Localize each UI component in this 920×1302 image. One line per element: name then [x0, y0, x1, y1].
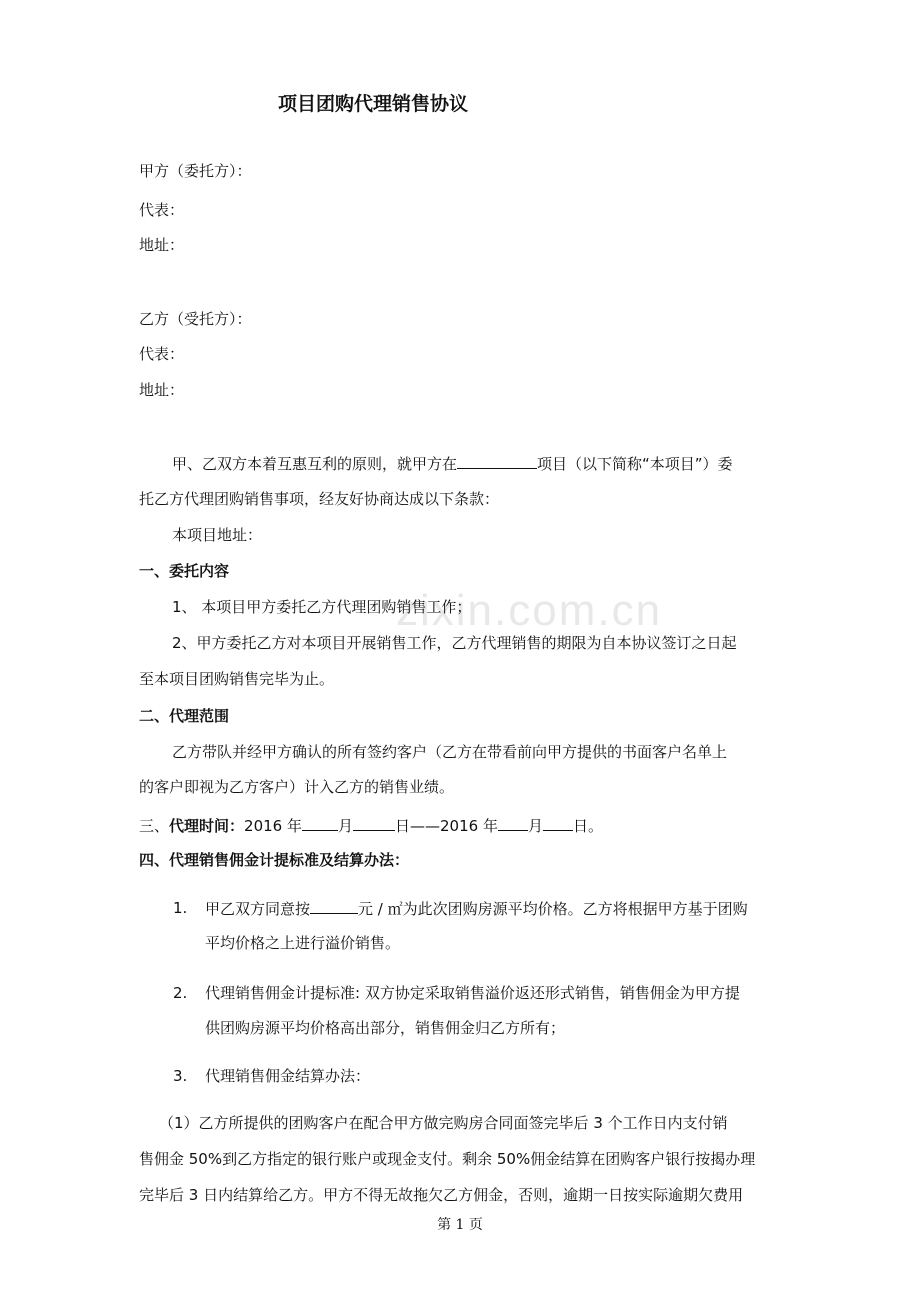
document-title: 项目团购代理销售协议 [278, 93, 469, 115]
year-1: 2016 年 [244, 817, 302, 835]
project-name-blank [457, 453, 537, 469]
paragraph-1-line-1: （1）乙方所提供的团购客户在配合甲方做完购房合同面签完毕后 3 个工作日内支付销 [159, 1114, 728, 1132]
paragraph-1-line-2: 售佣金 50%到乙方指定的银行账户或现金支付。剩余 50%佣金结算在团购客户银行按揭办理 [139, 1150, 756, 1168]
section-4-heading: 四、代理销售佣金计提标准及结算办法： [139, 851, 410, 869]
section-1-item-2-line-1: 2、甲方委托乙方对本项目开展销售工作，乙方代理销售的期限为自本协议签订之日起 [172, 634, 737, 652]
item-1-text-a: 甲乙双方同意按 [205, 900, 311, 918]
party-a-rep: 代表： [139, 201, 185, 219]
party-a-label: 甲方（委托方）： [139, 162, 252, 180]
section-4-item-2-line-1: 代理销售佣金计提标准: 双方协定采取销售溢价返还形式销售，销售佣金为甲方提 [205, 984, 740, 1002]
section-4-item-1-line-2: 平均价格之上进行溢价销售。 [205, 934, 401, 952]
price-blank [310, 898, 358, 914]
section-4-item-1-line-1 [205, 898, 748, 919]
day-1-blank [353, 815, 395, 831]
intro-line-1 [172, 453, 733, 474]
party-b-address: 地址： [139, 381, 185, 399]
section-3-line [139, 815, 603, 836]
section-1-heading: 一、委托内容 [139, 562, 230, 580]
project-address: 本项目地址： [172, 526, 263, 544]
section-4-item-3-num: 3. [173, 1067, 188, 1085]
watermark: zixin.com.cn [396, 586, 663, 635]
month-2-label: 月 [527, 817, 543, 835]
section-4-item-2-num: 2. [173, 984, 188, 1002]
month-1-blank [302, 815, 338, 831]
item-1-text-b: 元 / ㎡为此次团购房源平均价格。乙方将根据甲方基于团购 [358, 900, 748, 918]
party-b-label: 乙方（受托方）： [139, 310, 252, 328]
section-4-item-3: 代理销售佣金结算办法： [205, 1067, 371, 1085]
section-3-heading: 三、 [139, 817, 170, 835]
section-1-item-1: 1、 本项目甲方委托乙方代理团购销售工作； [172, 598, 472, 616]
intro-text-b: 项目（以下简称“本项目”）委 [537, 455, 733, 473]
section-2-line-1: 乙方带队并经甲方确认的所有签约客户（乙方在带看前向甲方提供的书面客户名单上 [172, 743, 728, 761]
month-2-blank [498, 815, 528, 831]
day-2-label: 日。 [572, 817, 603, 835]
section-2-line-2: 的客户即视为乙方客户）计入乙方的销售业绩。 [139, 778, 455, 796]
section-2-heading: 二、代理范围 [139, 707, 230, 725]
month-1-label: 月 [337, 817, 353, 835]
intro-line-2: 托乙方代理团购销售事项，经友好协商达成以下条款： [139, 490, 500, 508]
section-1-item-2-line-2: 至本项目团购销售完毕为止。 [139, 670, 335, 688]
day-1-label: 日——2016 年 [395, 817, 498, 835]
paragraph-1-line-3: 完毕后 3 日内结算给乙方。甲方不得无故拖欠乙方佣金，否则，逾期一日按实际逾期欠费用 [139, 1186, 744, 1204]
section-3-label: 代理时间： [169, 817, 245, 835]
party-a-address: 地址： [139, 236, 185, 254]
intro-text-a: 甲、乙双方本着互惠互利的原则，就甲方在 [172, 455, 458, 473]
section-4-item-1-num: 1. [173, 899, 188, 917]
section-4-item-2-line-2: 供团购房源平均价格高出部分，销售佣金归乙方所有； [205, 1019, 566, 1037]
day-2-blank [543, 815, 573, 831]
party-b-rep: 代表： [139, 345, 185, 363]
page-number: 第 1 页 [437, 1217, 483, 1233]
